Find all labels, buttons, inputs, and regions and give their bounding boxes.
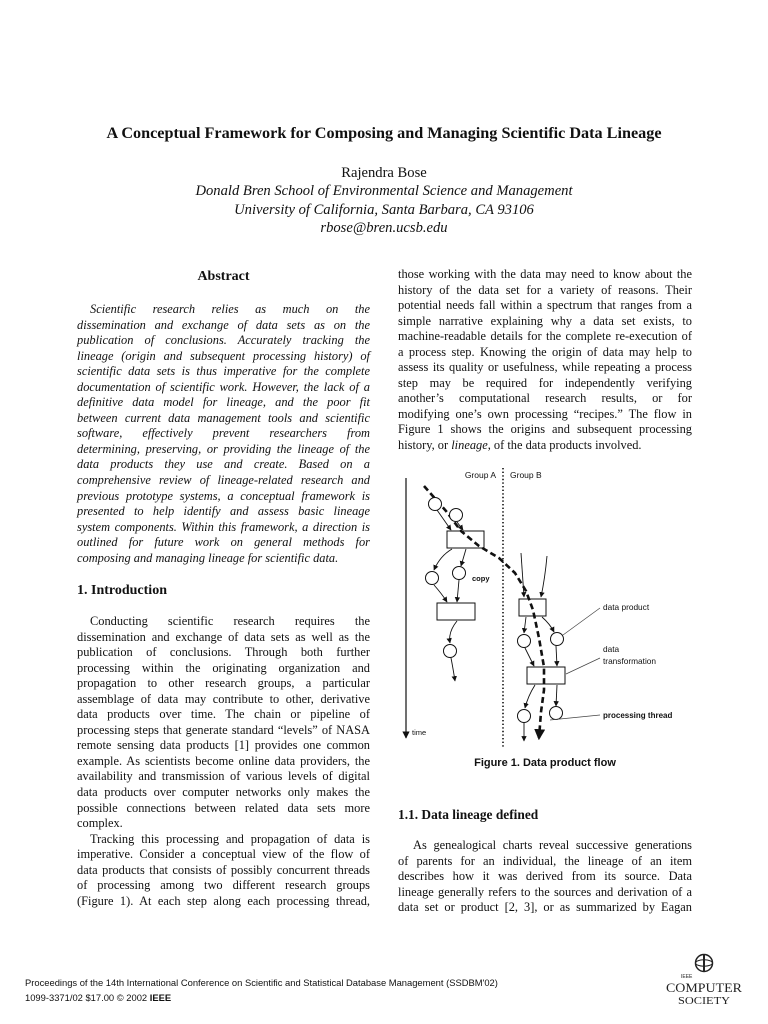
figure-1-diagram [398,463,694,753]
abstract-line: composing and managing lineage for scientific data. [77,550,339,565]
flow-arrow [521,553,524,597]
right-column-line: those working with the data may need to know about the [398,267,692,281]
intro-line: processing within the originating organization and [77,660,370,675]
intro-line: complex. [77,816,123,831]
processing-thread-label: processing thread [603,711,673,720]
right-column-line: another’s computational research results, or for [398,391,692,406]
introduction-body [77,614,370,909]
intro-line: (Figure 1). At each step along each processing thread, [77,893,370,908]
abstract-heading: Abstract [197,269,250,284]
intro-line: propagation to other research groups, a particular [77,676,370,691]
right-column-line: Figure 1 shows the origins and subsequent processing [398,422,692,437]
emphasized-term: lineage [451,438,488,453]
flow-arrow [434,549,452,570]
flow-arrow [542,617,554,632]
abstract-line: definitive data model for lineage, and the poor fit [77,395,370,410]
group-b-label: Group B [510,470,542,480]
time-axis-label: time [412,728,427,737]
intro-line: example. As scientists become online data providers, the [77,753,370,768]
section-line: As genealogical charts reveal successive generations [413,838,692,852]
intro-line: processing steps that generate standard “levels” of NASA [77,722,370,737]
abstract-line: determining, preserving, or providing the lineage of the [77,441,370,456]
abstract-line: previous prototype systems, a conceptual framework is [77,488,370,503]
data-product-node [450,509,463,522]
abstract-body [77,302,370,566]
data-transformation-label-line1: data [603,644,620,654]
transformation-arrows [434,510,557,741]
data-product-node [518,710,531,723]
section-line: data set or product [2, 3], or as summarized by Eagan [398,900,692,915]
data-product-node [444,645,457,658]
intro-line: availability and transmission of various levels of digital [77,769,370,784]
abstract-line: dissemination and exchange of data sets as on the [77,317,370,332]
flow-arrow [525,648,534,666]
intro-line: imperative. Consider a conceptual view of the flow of [77,847,370,862]
flow-arrow [541,556,547,597]
section-line: lineage generally refers to the sources and derivation of a [398,884,692,899]
flow-arrow [525,685,535,708]
intro-line: remote sensing data products [1] provides one common [77,738,370,753]
right-column-body [398,267,692,454]
flow-arrow [434,585,447,602]
intro-line: data products that consists of possibly concurrent threads [77,862,370,877]
leader-line [566,658,600,674]
data-product-node [453,567,466,580]
data-transformation-label-line2: transformation [603,656,657,666]
transformation-boxes [437,531,565,684]
intro-line: Conducting scientific research requires the [90,614,370,628]
abstract-line: between current data management tools and scientific [77,410,370,425]
group-a-label: Group A [464,470,496,480]
author-address: University of California, Santa Barbara, CA 93106 [234,202,534,218]
line-text: , of the data products involved. [487,438,642,453]
intro-line: publication of conclusions. Through both further [77,645,370,660]
intro-line: dissemination and exchange of data sets as well as the [77,629,370,644]
author-email: rbose@bren.ucsb.edu [320,220,448,236]
right-column-line: simple narrative explaining why a data set exists, to [398,313,692,328]
abstract-line: lineage (origin and subsequent processing history) of [77,348,370,363]
flow-arrow [457,580,459,602]
data-product-node [429,498,442,511]
line-text: history, or [398,438,452,453]
footer-proceedings: Proceedings of the 14th International Conference on Scientific and Statistical Database Management (SSDBM'02) [25,977,498,988]
right-column-line: assess its quality or usefulness, while repeating a process [398,360,692,375]
logo-line1: COMPUTER [666,981,743,995]
author-name: Rajendra Bose [341,165,427,181]
abstract-line: system components. Within this framework, a direction is [77,519,370,534]
abstract-line: outlined for future work on general methods for [77,535,370,550]
abstract-line: data products they use and create. Based on a [77,457,370,472]
abstract-line: publication of conclusions. Accurately tracking the [77,333,370,348]
transformation-box [527,667,565,684]
right-column-line: step may be required for independently verifying [398,375,692,390]
flow-arrow [451,658,455,681]
section-line: describes how it was derived from its source. Data [398,869,692,884]
figure-caption: Figure 1. Data product flow [474,757,616,769]
right-column-line: potential needs fall within a spectrum that ranges from a [398,298,692,313]
right-column-line: machine-readable details for the complete re-execution of [398,329,692,344]
flow-arrow [461,549,466,566]
data-product-label: data product [603,602,650,612]
right-column-line: history of the data set for a variety of reasons. Their [398,282,692,297]
flow-arrow [437,510,451,530]
intro-line: assemblage of data may contribute to other, derivative [77,691,370,706]
abstract-line: documentation of scientific work. However, the lack of a [77,379,370,394]
abstract-line: presented to help identify and assess basic lineage [77,504,370,519]
data-product-node [550,707,563,720]
section-1-1-heading: 1.1. Data lineage defined [398,807,539,822]
right-column-line: a process step. Knowing the origin of data may help to [398,344,692,359]
intro-line: data products over computer networks only makes the [77,785,370,800]
introduction-heading: 1. Introduction [77,583,167,598]
footer-issn: 1099-3371/02 $17.00 © 2002 [25,992,148,1003]
data-product-node [518,635,531,648]
logo-org-small: IEEE [681,974,693,980]
processing-thread-path [424,486,544,738]
section-1-1-body [398,838,692,916]
data-product-node [426,572,439,585]
author-affiliation: Donald Bren School of Environmental Science and Management [195,183,573,199]
abstract-line: Scientific research relies as much on the [90,302,370,316]
paper-title: A Conceptual Framework for Composing and Managing Scientific Data Lineage [106,124,662,142]
copy-label: copy [472,574,490,583]
footer-copyright [25,992,171,1004]
flow-arrow [524,617,526,633]
intro-line: of processing among two different research groups [77,878,370,893]
flow-arrow [556,685,557,706]
flow-arrow [450,621,457,643]
intro-line: Tracking this processing and propagation of data is [90,831,370,846]
transformation-box [437,603,475,620]
intro-line: data products over time. The chain or pipeline of [77,707,370,722]
computer-society-logo [660,950,750,1012]
abstract-line: software, effectively prevent researchers from [77,426,370,441]
right-column-line [398,438,692,454]
intro-line: possible connections between related data sets more [77,800,370,815]
footer-publisher: IEEE [149,992,172,1003]
flow-arrow [556,646,557,666]
abstract-line: comprehensive review of lineage-related research and [77,473,370,488]
right-column-line: modifying one’s own processing “recipes.” The flow in [398,406,692,421]
leader-line [563,608,600,635]
data-product-node [551,633,564,646]
section-line: of parents for an individual, the lineage of an item [398,853,692,868]
abstract-line: scientific data sets is thus imperative for the complete [77,364,370,379]
logo-line2: SOCIETY [678,995,731,1007]
leader-lines [550,608,600,720]
